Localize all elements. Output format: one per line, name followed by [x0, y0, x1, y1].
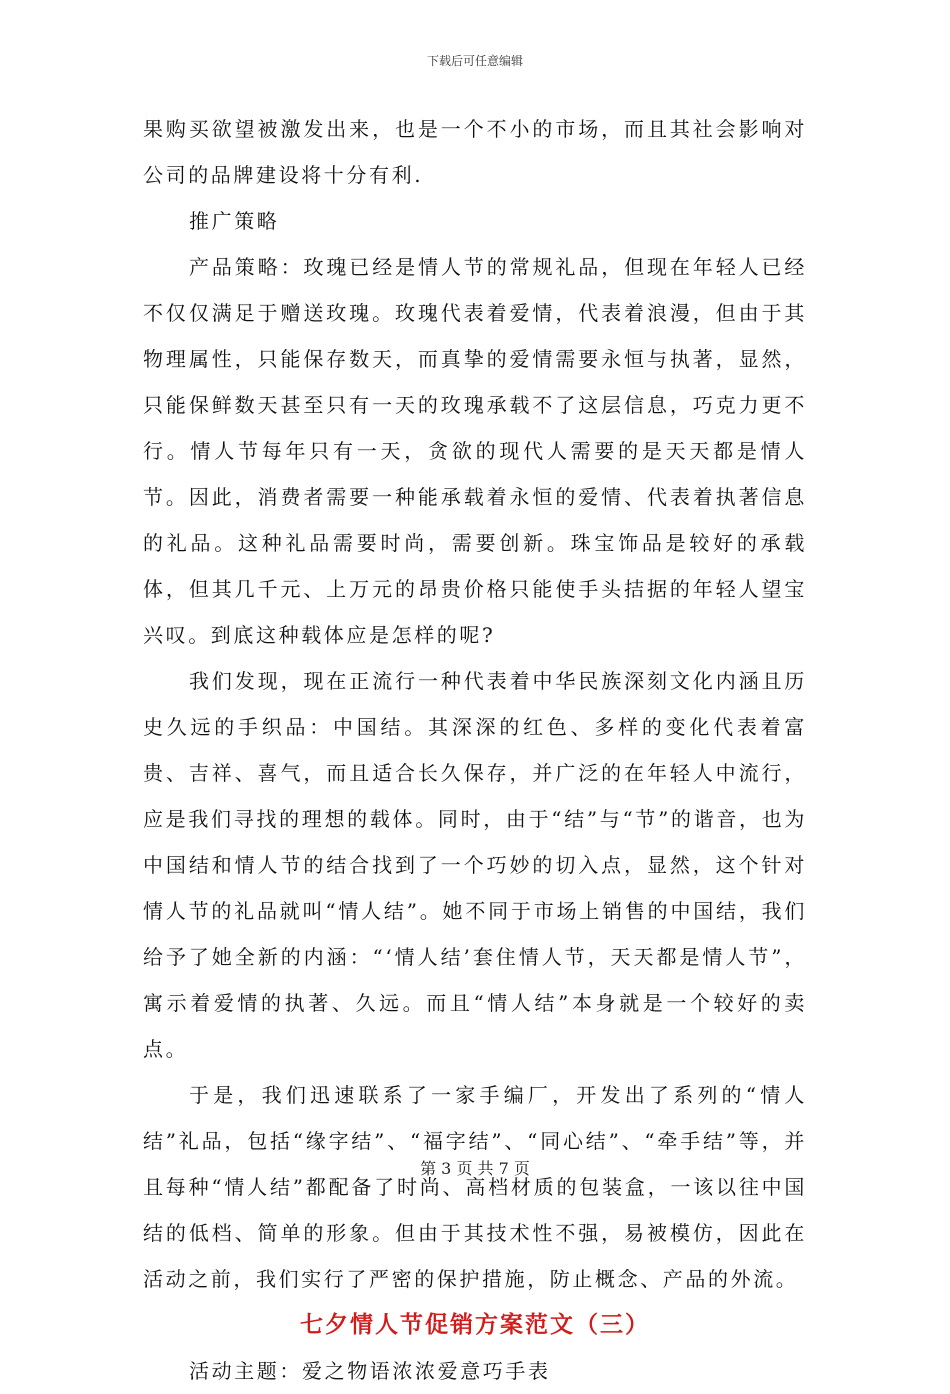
- paragraph-chinese-knot: 我们发现，现在正流行一种代表着中华民族深刻文化内涵且历史久远的手织品：中国结。其深深的红色、多样的变化代表着富贵、吉祥、喜气，而且适合长久保存，并广泛的在年轻人中流行，应是我们寻找的理想的载体。同时，由于“结”与“节”的谐音，也为中国结和情人节的结合找到了一个巧妙的切入点，显然，这个针对情人节的礼品就叫“情人结”。她不同于市场上销售的中国结，我们给予了她全新的内涵：“‘情人结’套住情人节，天天都是情人节”，寓示着爱情的执著、久远。而且“情人结”本身就是一个较好的卖点。: [143, 669, 807, 1061]
- paragraph-activity-theme: 活动主题：爱之物语浓浓爱意巧手表: [189, 1359, 551, 1383]
- paragraph-continuation: 果购买欲望被激发出来，也是一个不小的市场，而且其社会影响对公司的品牌建设将十分有利.: [143, 117, 807, 187]
- document-body: [143, 106, 807, 1394]
- paragraph-product-strategy: 产品策略：玫瑰已经是情人节的常规礼品，但现在年轻人已经不仅仅满足于赠送玫瑰。玫瑰代表着爱情，代表着浪漫，但由于其物理属性，只能保存数天，而真挚的爱情需要永恒与执著，显然，只能保鲜数天甚至只有一天的玫瑰承载不了这层信息，巧克力更不行。情人节每年只有一天，贪欲的现代人需要的是天天都是情人节。因此，消费者需要一种能承载着永恒的爱情、代表着执著信息的礼品。这种礼品需要时尚，需要创新。珠宝饰品是较好的承载体，但其几千元、上万元的昂贵价格只能使手头拮据的年轻人望宝兴叹。到底这种载体应是怎样的呢?: [143, 255, 807, 647]
- page-header: 下载后可任意编辑: [426, 54, 523, 68]
- page-footer: 第 3 页 共 7 页: [420, 1159, 530, 1178]
- paragraph-promotion-strategy-heading: 推广策略: [189, 209, 280, 233]
- paragraph-product-development: 于是，我们迅速联系了一家手编厂，开发出了系列的“情人结”礼品，包括“缘字结”、“福字结”、“同心结”、“牵手结”等，并且每种“情人结”都配备了时尚、高档材质的包装盒，一该以往中国结的低档、简单的形象。但由于其技术性不强，易被模仿，因此在活动之前，我们实行了严密的保护措施，防止概念、产品的外流。: [143, 1083, 807, 1291]
- section-title: 七夕情人节促销方案范文（三）: [300, 1311, 650, 1338]
